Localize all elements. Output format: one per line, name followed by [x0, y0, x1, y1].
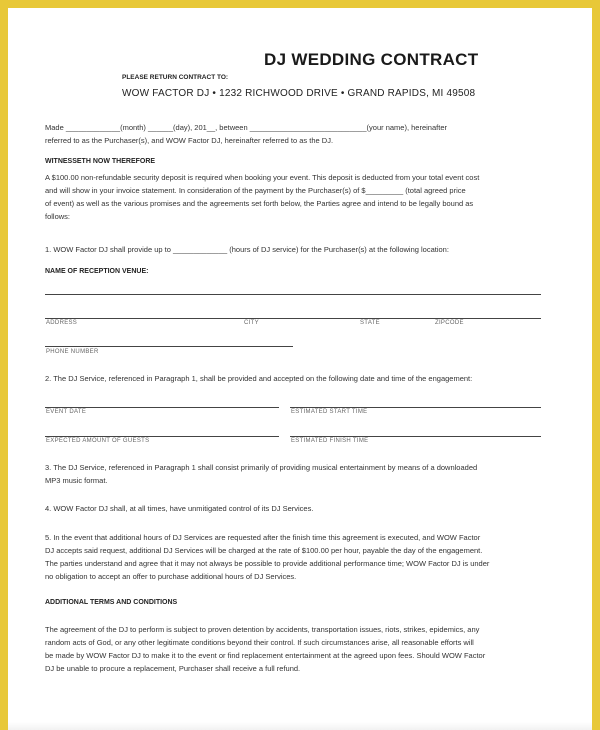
finish-time-caption: ESTIMATED FINISH TIME [291, 438, 369, 444]
phone-number-line[interactable] [45, 346, 293, 347]
contract-page [8, 8, 592, 730]
paragraph-5-line-1: 5. In the event that additional hours of DJ Services are requested after the finish time this agreement is executed, and WOW Factor [45, 533, 481, 542]
venue-heading: NAME OF RECEPTION VENUE: [45, 268, 149, 275]
guests-line[interactable] [45, 436, 279, 437]
guests-caption: EXPECTED AMOUNT OF GUESTS [46, 438, 150, 444]
additional-line-2: random acts of God, or any other legitimate conditions beyond their control. If such circumstances arise, all reasonable efforts will [45, 638, 474, 647]
deposit-line-2: and will show in your invoice statement. In consideration of the payment by the Purchaser(s) of $_________ (total agreed price [45, 186, 466, 195]
deposit-line-4: follows: [45, 212, 71, 221]
return-contract-label: PLEASE RETURN CONTRACT TO: [122, 74, 229, 81]
start-time-caption: ESTIMATED START TIME [291, 409, 368, 415]
finish-time-line[interactable] [290, 436, 541, 437]
deposit-line-3: of event) as well as the various promises and the agreements set forth below, the Parties agree and intend to be legally bound as [45, 199, 474, 208]
phone-caption: PHONE NUMBER [46, 349, 99, 355]
paragraph-4: 4. WOW Factor DJ shall, at all times, have unmitigated control of its DJ Services. [45, 504, 314, 513]
city-caption: CITY [244, 320, 259, 326]
paragraph-3-line-1: 3. The DJ Service, referenced in Paragraph 1 shall consist primarily of providing musical entertainment by means of a downloaded [45, 463, 478, 472]
zipcode-caption: ZIPCODE [435, 320, 464, 326]
paragraph-5-line-4: no obligation to accept an offer to purchase additional hours of DJ Services. [45, 572, 297, 581]
paragraph-2: 2. The DJ Service, referenced in Paragraph 1, shall be provided and accepted on the following date and time of the engagement: [45, 374, 473, 383]
intro-line-2: referred to as the Purchaser(s), and WOW Factor DJ, hereinafter referred to as the DJ. [45, 136, 334, 145]
additional-line-4: DJ be unable to procure a replacement, Purchaser shall receive a full refund. [45, 664, 301, 673]
paragraph-5-line-2: DJ accepts said request, additional DJ Services will be charged at the rate of $100.00 per hour, payable the day of the engagement. [45, 546, 483, 555]
event-date-line[interactable] [45, 407, 279, 408]
additional-line-1: The agreement of the DJ to perform is subject to proven detention by accidents, transportation issues, riots, strikes, epidemics, any [45, 625, 480, 634]
paragraph-5-line-3: The parties understand and agree that it may not always be possible to provide additional performance time; WOW Factor DJ is under [45, 559, 490, 568]
deposit-line-1: A $100.00 non-refundable security deposit is required when booking your event. This deposit is deducted from your total event cost [45, 173, 480, 182]
intro-line-1: Made _____________(month) ______(day), 201__, between ____________________________(your name), hereinafter [45, 123, 447, 132]
state-caption: STATE [360, 320, 380, 326]
event-date-caption: EVENT DATE [46, 409, 87, 415]
page-bottom-fade [8, 722, 592, 730]
venue-address-line[interactable] [45, 318, 541, 319]
paragraph-3-line-2: MP3 music format. [45, 476, 108, 485]
witnesseth-heading: WITNESSETH NOW THEREFORE [45, 158, 156, 165]
address-caption: ADDRESS [46, 320, 78, 326]
venue-name-line[interactable] [45, 294, 541, 295]
additional-terms-heading: ADDITIONAL TERMS AND CONDITIONS [45, 599, 178, 606]
document-title: DJ WEDDING CONTRACT [264, 50, 479, 69]
return-address: WOW FACTOR DJ • 1232 RICHWOOD DRIVE • GRAND RAPIDS, MI 49508 [122, 88, 476, 99]
additional-line-3: be made by WOW Factor DJ to make it to the event or find replacement entertainment at the agreed upon fees. Should WOW Factor [45, 651, 486, 660]
start-time-line[interactable] [290, 407, 541, 408]
paragraph-1: 1. WOW Factor DJ shall provide up to _____________ (hours of DJ service) for the Purchaser(s) at the following location: [45, 245, 449, 254]
